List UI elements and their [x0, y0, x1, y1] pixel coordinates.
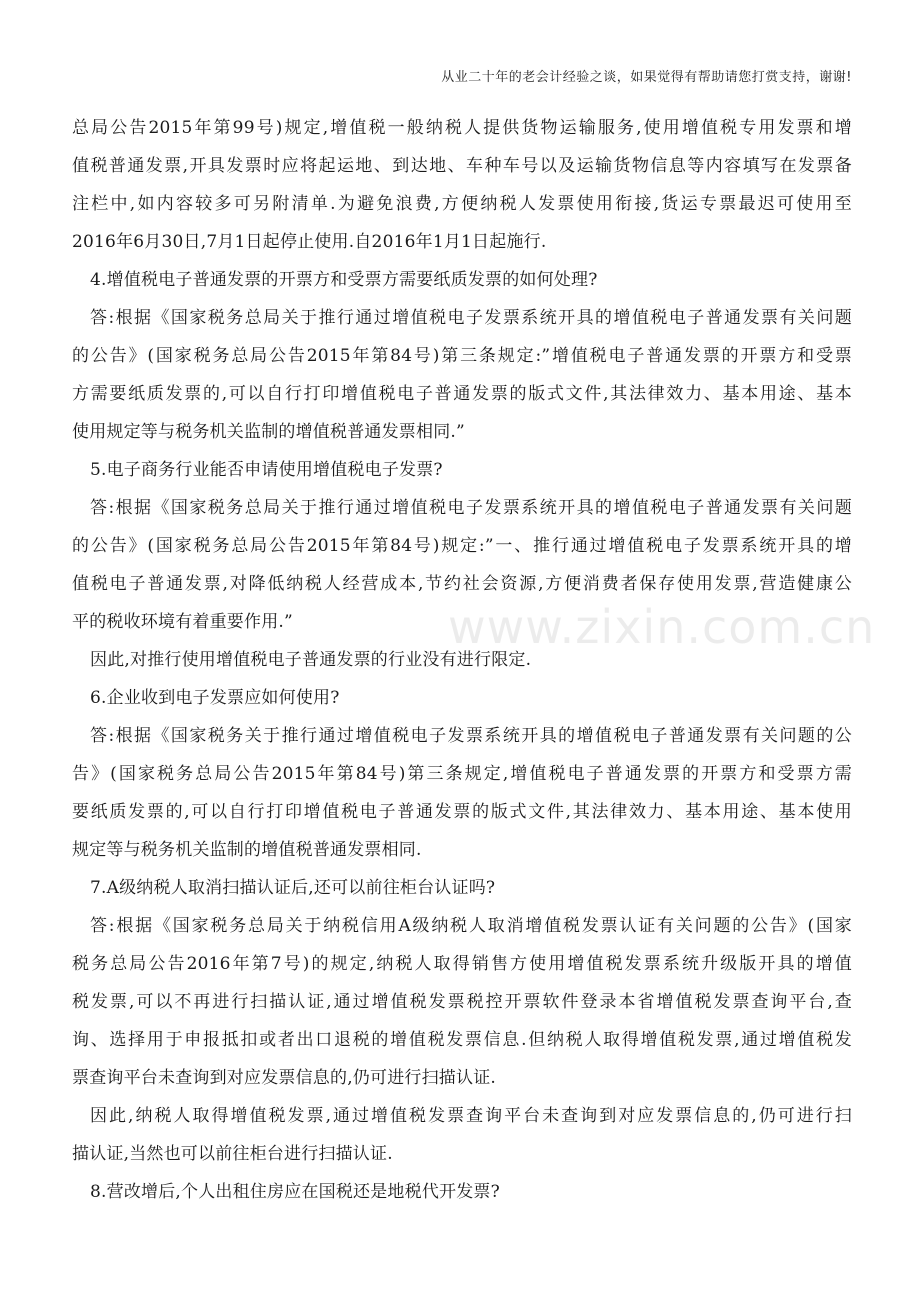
- paragraph-line-first: 因此,对推行使用增值税电子普通发票的行业没有进行限定.: [90, 650, 532, 670]
- paragraph-line: 要纸质发票的,可以自行打印增值税电子普通发票的版式文件,其法律效力、基本用途、基本使用: [72, 802, 852, 822]
- paragraph-line: 询、选择用于申报抵扣或者出口退税的增值税发票信息.但纳税人取得增值税发票,通过增值税发: [72, 1030, 852, 1050]
- paragraph-line-first: 5.电子商务行业能否申请使用增值税电子发票?: [90, 460, 443, 480]
- paragraph-line: 告》(国家税务总局公告2015年第84号)第三条规定,增值税电子普通发票的开票方和受票方需: [72, 764, 852, 784]
- paragraph-line: 值税普通发票,开具发票时应将起运地、到达地、车种车号以及运输货物信息等内容填写在发票备: [72, 156, 852, 176]
- paragraph-line-first: 总局公告2015年第99号)规定,增值税一般纳税人提供货物运输服务,使用增值税专用发票和增: [72, 118, 852, 138]
- paragraph-line-first: 答:根据《国家税务总局关于推行通过增值税电子发票系统开具的增值税电子普通发票有关问题: [90, 498, 852, 518]
- paragraph-line-first: 答:根据《国家税务总局关于推行通过增值税电子发票系统开具的增值税电子普通发票有关问题: [90, 308, 852, 328]
- paragraph-line-first: 答:根据《国家税务总局关于纳税信用A级纳税人取消增值税发票认证有关问题的公告》(国家: [90, 916, 852, 936]
- paragraph-line: 的公告》(国家税务总局公告2015年第84号)第三条规定:”增值税电子普通发票的开票方和受票: [72, 346, 852, 366]
- paragraph-line-first: 4.增值税电子普通发票的开票方和受票方需要纸质发票的如何处理?: [90, 270, 598, 290]
- paragraph-line: 平的税收环境有着重要作用.”: [72, 612, 293, 632]
- paragraph-line: 2016年6月30日,7月1日起停止使用.自2016年1月1日起施行.: [72, 232, 547, 252]
- paragraph-line: 规定等与税务机关监制的增值税普通发票相同.: [72, 840, 422, 860]
- paragraph-line: 值税电子普通发票,对降低纳税人经营成本,节约社会资源,方便消费者保存使用发票,营造健康公: [72, 574, 852, 594]
- paragraph-line: 描认证,当然也可以前往柜台进行扫描认证.: [72, 1144, 393, 1164]
- paragraph-line: 使用规定等与税务机关监制的增值税普通发票相同.”: [72, 422, 465, 442]
- page-header: 从业二十年的老会计经验之谈，如果觉得有帮助请您打赏支持，谢谢!: [441, 70, 852, 85]
- paragraph-line: 票查询平台未查询到对应发票信息的,仍可进行扫描认证.: [72, 1068, 497, 1088]
- watermark: www.zixin.com.cn: [448, 600, 876, 654]
- paragraph-line: 的公告》(国家税务总局公告2015年第84号)规定:”一、推行通过增值税电子发票系统开具的增: [72, 536, 852, 556]
- document-body: [72, 113, 852, 1215]
- paragraph-line-first: 8.营改增后,个人出租住房应在国税还是地税代开发票?: [90, 1182, 500, 1202]
- paragraph-line: 税发票,可以不再进行扫描认证,通过增值税发票税控开票软件登录本省增值税发票查询平台,查: [72, 992, 852, 1012]
- paragraph-line-first: 7.A级纳税人取消扫描认证后,还可以前往柜台认证吗?: [90, 878, 496, 898]
- paragraph-line: 注栏中,如内容较多可另附清单.为避免浪费,方便纳税人发票使用衔接,货运专票最迟可使用至: [72, 194, 852, 214]
- paragraph-line: 税务总局公告2016年第7号)的规定,纳税人取得销售方使用增值税发票系统升级版开具的增值: [72, 954, 852, 974]
- paragraph-line: 方需要纸质发票的,可以自行打印增值税电子普通发票的版式文件,其法律效力、基本用途、基本: [72, 384, 852, 404]
- paragraph-line-first: 答:根据《国家税务关于推行通过增值税电子发票系统开具的增值税电子普通发票有关问题的公: [90, 726, 852, 746]
- paragraph-line-first: 6.企业收到电子发票应如何使用?: [90, 688, 340, 708]
- paragraph-line-first: 因此,纳税人取得增值税发票,通过增值税发票查询平台未查询到对应发票信息的,仍可进行扫: [90, 1106, 852, 1126]
